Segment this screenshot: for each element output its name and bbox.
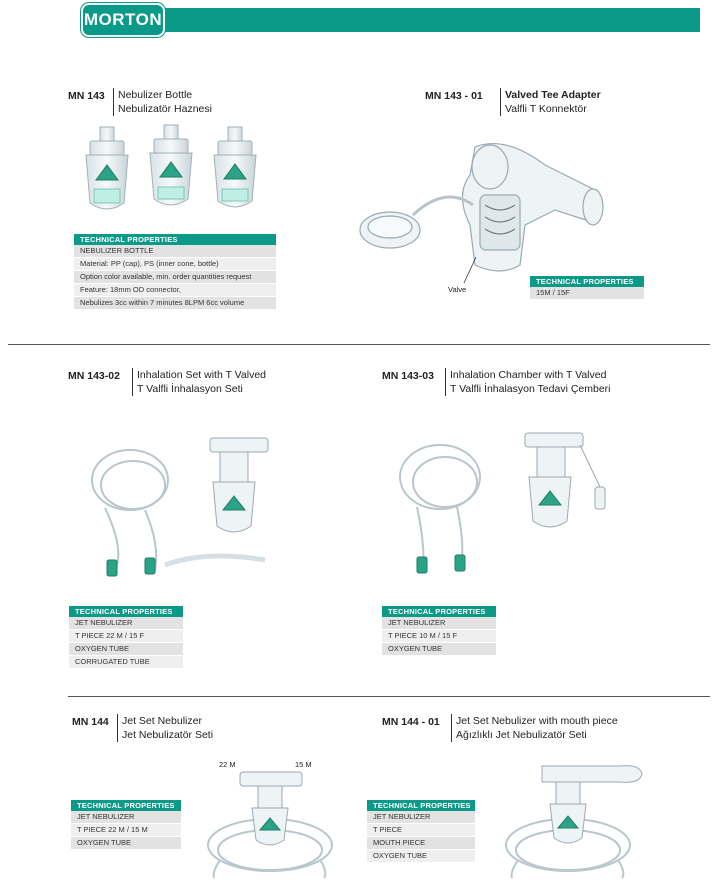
tech-table xyxy=(69,606,183,669)
bottle-1 xyxy=(86,127,128,209)
tech-table-header: TECHNICAL PROPERTIES xyxy=(71,800,181,811)
tech-table xyxy=(71,800,181,850)
tech-row: JET NEBULIZER xyxy=(382,617,496,630)
tech-row: NEBULIZER BOTTLE xyxy=(74,245,276,258)
tech-row: OXYGEN TUBE xyxy=(69,643,183,656)
section-divider xyxy=(68,696,710,697)
tech-table xyxy=(530,276,644,300)
tech-table-header: TECHNICAL PROPERTIES xyxy=(367,800,475,811)
product-name-en: Inhalation Set with T Valved xyxy=(137,369,266,381)
tech-table-rows xyxy=(74,245,276,310)
product-names xyxy=(132,368,266,396)
tech-row: MOUTH PIECE xyxy=(367,837,475,850)
tech-table-rows xyxy=(367,811,475,863)
tech-table-rows xyxy=(71,811,181,850)
tech-table xyxy=(382,606,496,656)
tech-row: Nebulizes 3cc within 7 minutes 8LPM 6cc volume xyxy=(74,297,276,310)
tech-table xyxy=(74,234,276,310)
tech-table-rows xyxy=(530,287,644,300)
tech-table-rows xyxy=(382,617,496,656)
tech-row: Feature: 18mm OD connector, xyxy=(74,284,276,297)
product-name-tr: Nebulizatör Haznesi xyxy=(118,103,212,115)
tech-table-header: TECHNICAL PROPERTIES xyxy=(382,606,496,617)
brand-logo xyxy=(83,5,163,35)
jet-set-mouthpiece-image xyxy=(500,760,650,878)
product-code: MN 143-02 xyxy=(68,370,120,382)
brand-logo-text: MORTON xyxy=(83,10,163,29)
product-names xyxy=(113,88,212,116)
tech-row: JET NEBULIZER xyxy=(69,617,183,630)
valve-pointer xyxy=(462,255,482,287)
tech-row: OXYGEN TUBE xyxy=(367,850,475,863)
connector-label-right: 15 M xyxy=(295,760,312,769)
product-name-en: Jet Set Nebulizer with mouth piece xyxy=(456,715,618,727)
valve-label: Valve xyxy=(448,285,467,294)
product-code: MN 143 - 01 xyxy=(425,90,483,102)
tech-table-header: TECHNICAL PROPERTIES xyxy=(69,606,183,617)
product-name-tr: T Valfli İnhalasyon Tedavi Çemberi xyxy=(450,383,611,395)
inhalation-set-image xyxy=(85,430,285,590)
product-name-tr: T Valfli İnhalasyon Seti xyxy=(137,383,243,395)
product-name-en: Inhalation Chamber with T Valved xyxy=(450,369,607,381)
product-name-en: Nebulizer Bottle xyxy=(118,89,193,101)
tech-row: CORRUGATED TUBE xyxy=(69,656,183,669)
header-bar xyxy=(150,8,700,32)
inhalation-chamber-image xyxy=(395,425,615,585)
bottle-3 xyxy=(214,127,256,207)
tech-row: JET NEBULIZER xyxy=(367,811,475,824)
product-names xyxy=(451,714,618,742)
tech-table-rows xyxy=(69,617,183,669)
tech-table-header: TECHNICAL PROPERTIES xyxy=(530,276,644,287)
tech-row: OXYGEN TUBE xyxy=(382,643,496,656)
product-name-en: Valved Tee Adapter xyxy=(505,89,601,101)
product-code: MN 143 xyxy=(68,90,105,102)
product-name-tr: Ağızlıklı Jet Nebulizatör Seti xyxy=(456,729,587,741)
product-code: MN 144 - 01 xyxy=(382,716,440,728)
tech-table xyxy=(367,800,475,863)
tech-row: Material: PP (cap), PS (inner cone, bottle) xyxy=(74,258,276,271)
tech-row: T PIECE xyxy=(367,824,475,837)
tech-row: 15M / 15F xyxy=(530,287,644,300)
tech-row: OXYGEN TUBE xyxy=(71,837,181,850)
section-divider xyxy=(8,344,710,345)
product-names xyxy=(445,368,611,396)
jet-set-nebulizer-image xyxy=(200,760,340,878)
product-names xyxy=(500,88,601,116)
product-name-tr: Valfli T Konnektör xyxy=(505,103,587,115)
tech-row: T PIECE 22 M / 15 F xyxy=(69,630,183,643)
tech-row: JET NEBULIZER xyxy=(71,811,181,824)
product-code: MN 143-03 xyxy=(382,370,434,382)
product-names xyxy=(117,714,213,742)
bottle-2 xyxy=(150,125,192,205)
tech-row: Option color available, min. order quantities request xyxy=(74,271,276,284)
tech-table-header: TECHNICAL PROPERTIES xyxy=(74,234,276,245)
tech-row: T PIECE 22 M / 15 M xyxy=(71,824,181,837)
product-name-en: Jet Set Nebulizer xyxy=(122,715,202,727)
tech-row: T PIECE 10 M / 15 F xyxy=(382,630,496,643)
connector-label-left: 22 M xyxy=(219,760,236,769)
nebulizer-bottle-image xyxy=(78,125,278,225)
product-code: MN 144 xyxy=(72,716,109,728)
product-name-tr: Jet Nebulizatör Seti xyxy=(122,729,214,741)
valved-tee-adapter-image xyxy=(355,135,615,285)
